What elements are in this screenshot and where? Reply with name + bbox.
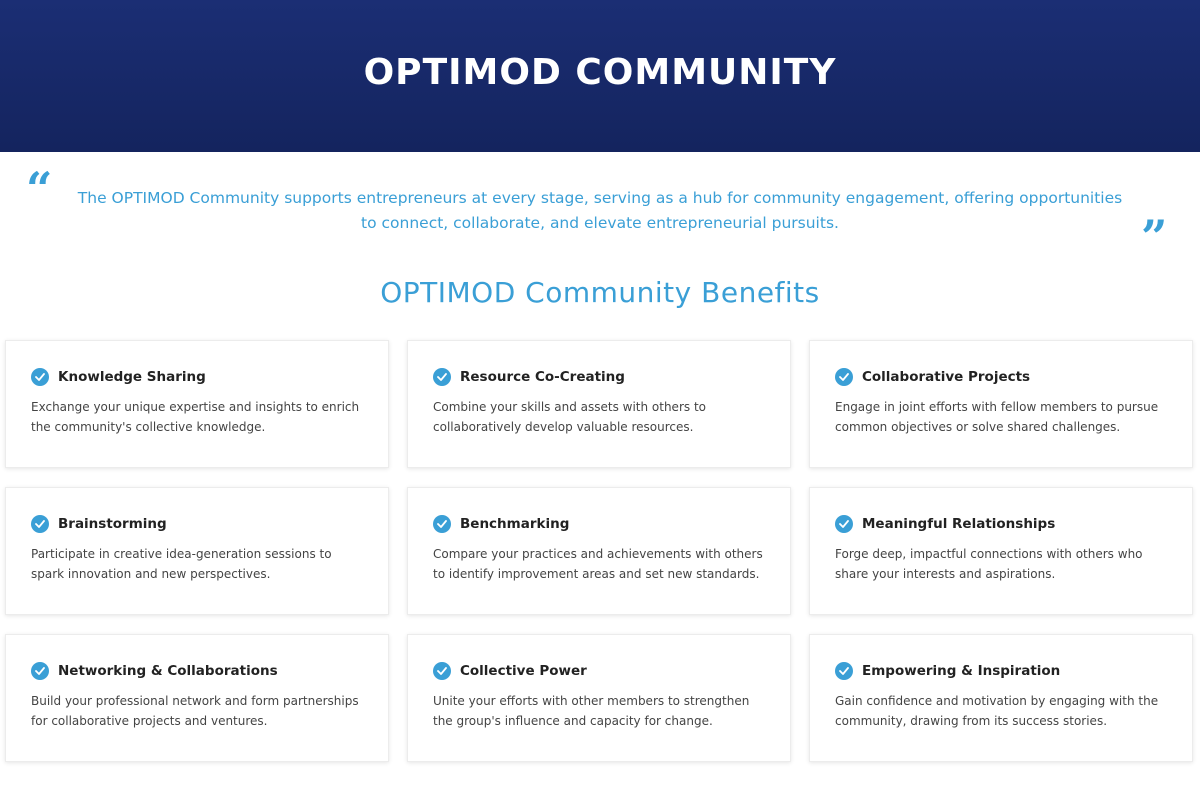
benefit-card (809, 487, 1193, 615)
benefit-title: Empowering & Inspiration (862, 663, 1061, 679)
benefit-description: Engage in joint efforts with fellow members to pursue common objectives or solve shared challenges. (835, 400, 1159, 434)
benefit-description: Combine your skills and assets with others to collaboratively develop valuable resources. (433, 400, 706, 434)
check-circle-icon (835, 662, 853, 680)
benefit-card (407, 340, 791, 468)
benefit-title: Resource Co-Creating (460, 369, 625, 385)
benefit-description: Build your professional network and form partnerships for collaborative projects and ventures. (31, 694, 359, 728)
benefit-title: Networking & Collaborations (58, 663, 278, 679)
benefit-title: Meaningful Relationships (862, 516, 1056, 532)
hero-banner (0, 0, 1200, 152)
open-quote-icon: “ (26, 162, 53, 216)
benefit-description: Forge deep, impactful connections with others who share your interests and aspirations. (835, 547, 1143, 581)
benefit-title: Collective Power (460, 663, 587, 679)
benefit-card (5, 340, 389, 468)
benefit-description: Participate in creative idea-generation sessions to spark innovation and new perspectives. (31, 547, 332, 581)
benefit-title: Benchmarking (460, 516, 570, 532)
page-title: OPTIMOD COMMUNITY (363, 51, 837, 93)
benefit-title: Knowledge Sharing (58, 369, 206, 385)
benefit-title: Collaborative Projects (862, 369, 1031, 385)
intro-quote-text: The OPTIMOD Community supports entrepreneurs at every stage, serving as a hub for community engagement, offering opportunities to connect, collaborate, and elevate entrepreneurial pursuits. (77, 189, 1123, 232)
benefit-card (809, 340, 1193, 468)
benefit-card (5, 634, 389, 762)
check-circle-icon (31, 368, 49, 386)
benefit-card (5, 487, 389, 615)
benefit-description: Exchange your unique expertise and insights to enrich the community's collective knowledge. (31, 400, 360, 434)
check-circle-icon (433, 368, 451, 386)
benefit-card (809, 634, 1193, 762)
benefit-description: Compare your practices and achievements with others to identify improvement areas and set new standards. (433, 547, 763, 581)
benefit-description: Unite your efforts with other members to strengthen the group's influence and capacity for change. (433, 694, 750, 728)
check-circle-icon (835, 368, 853, 386)
benefit-card (407, 634, 791, 762)
benefits-heading: OPTIMOD Community Benefits (380, 276, 820, 309)
check-circle-icon (31, 662, 49, 680)
check-circle-icon (433, 515, 451, 533)
benefit-description: Gain confidence and motivation by engaging with the community, drawing from its success stories. (835, 694, 1159, 728)
check-circle-icon (433, 662, 451, 680)
benefits-grid (5, 340, 1193, 762)
check-circle-icon (31, 515, 49, 533)
check-circle-icon (835, 515, 853, 533)
benefit-title: Brainstorming (58, 516, 167, 532)
benefit-card (407, 487, 791, 615)
close-quote-icon: ” (1141, 210, 1168, 264)
